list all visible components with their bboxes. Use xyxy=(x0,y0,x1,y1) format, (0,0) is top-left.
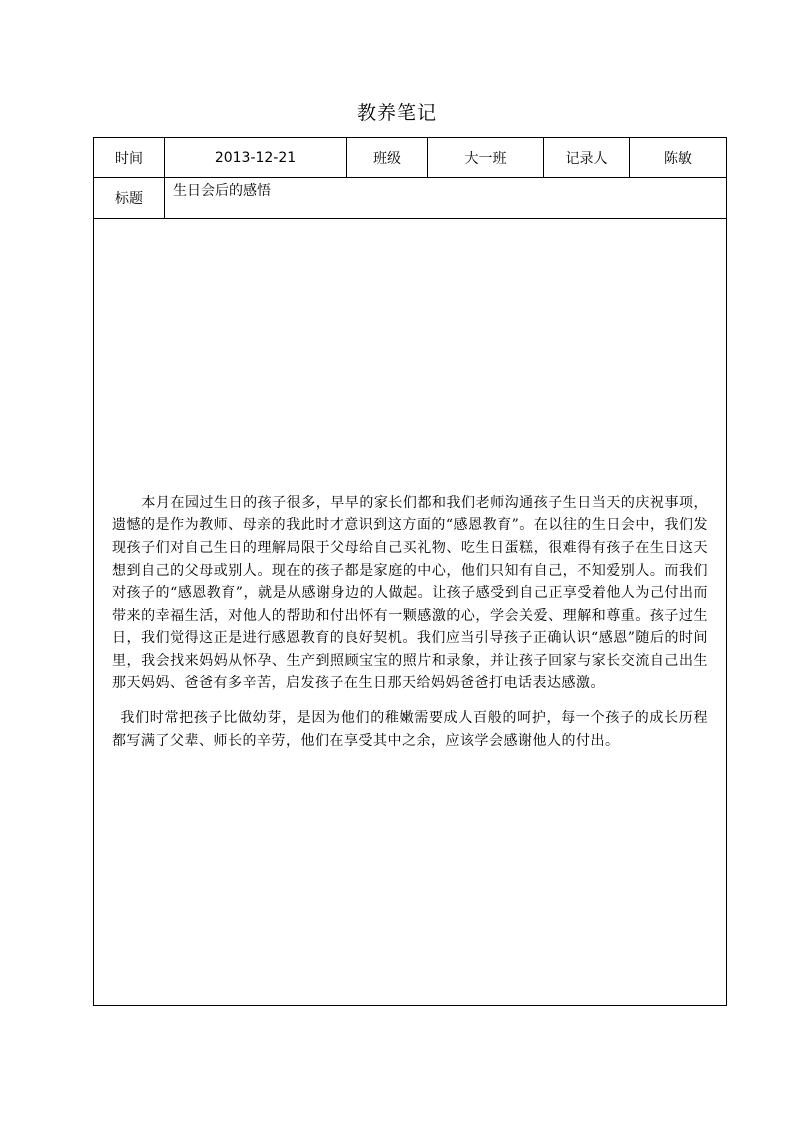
header-row xyxy=(94,138,727,178)
document-title: 教养笔记 xyxy=(356,102,437,124)
subject-label: 标题 xyxy=(94,178,165,219)
time-value: 2013-12-21 xyxy=(165,138,347,178)
subject-value: 生日会后的感悟 xyxy=(165,178,727,219)
content-paragraph-2: 我们时常把孩子比做幼芽，是因为他们的稚嫩需要成人百般的呵护，每一个孩子的成长历程都写满了父辈、师长的辛劳，他们在享受其中之余，应该学会感谢他人的付出。 xyxy=(112,710,708,749)
content-paragraph-1: 本月在园过生日的孩子很多，早早的家长们都和我们老师沟通孩子生日当天的庆祝事项，遗憾的是作为教师、母亲的我此时才意识到这方面的“感恩教育”。在以往的生日会中，我们发现孩子们对自己生日的理解局限于父母给自己买礼物、吃生日蛋糕，很难得有孩子在生日这天想到自己的父母或别人。现在的孩子都是家庭的中心，他们只知有自己，不知爱别人。而我们对孩子的“感恩教育”，就是从感谢身边的人做起。让孩子感受到自己正享受着他人为己付出而带来的幸福生活，对他人的帮助和付出怀有一颗感激的心，学会关爱、理解和尊重。孩子过生日，我们觉得这正是进行感恩教育的良好契机。我们应当引导孩子正确认识“感恩”随后的时间里，我会找来妈妈从怀孕、生产到照顾宝宝的照片和录象，并让孩子回家与家长交流自己出生那天妈妈、爸爸有多辛苦，启发孩子在生日那天给妈妈爸爸打电话表达感激。 xyxy=(112,494,708,692)
content-cell xyxy=(94,219,727,1006)
time-label: 时间 xyxy=(94,138,165,178)
recorder-label: 记录人 xyxy=(544,138,630,178)
class-label: 班级 xyxy=(347,138,428,178)
teaching-note-table xyxy=(93,137,727,1006)
class-value: 大一班 xyxy=(428,138,544,178)
content-row xyxy=(94,219,727,1006)
recorder-value: 陈敏 xyxy=(630,138,727,178)
subject-row xyxy=(94,178,727,219)
